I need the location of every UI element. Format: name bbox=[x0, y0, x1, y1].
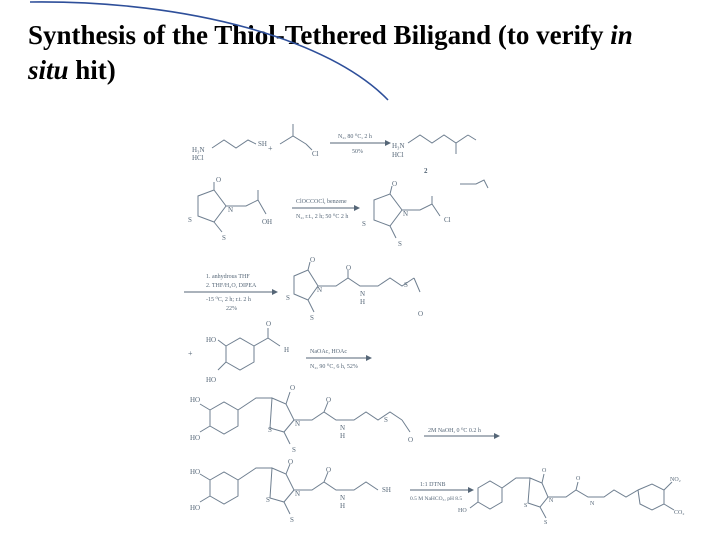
step3-product-nh-h: H bbox=[360, 298, 366, 306]
step1-plus-sign: + bbox=[268, 144, 273, 153]
step3-condition-1: 1. anhydrous THF bbox=[206, 274, 250, 280]
step2-reactant-n: N bbox=[228, 206, 234, 214]
step2-reactant-s2: S bbox=[222, 234, 226, 242]
step3-product-s2: S bbox=[404, 281, 408, 289]
step3-product-o3: O bbox=[418, 310, 424, 318]
step1-reactant1-hcl: HCl bbox=[192, 154, 204, 162]
step2-conditions-above: ClOCCOCl, benzene bbox=[296, 199, 347, 205]
step1-reactant2-cl: Cl bbox=[312, 150, 319, 158]
step5-product-s: S bbox=[268, 426, 272, 434]
step1-conditions-above: N₂, 80 ⁰C, 2 h bbox=[338, 134, 372, 140]
step4-aldehyde-ho2: HO bbox=[206, 376, 217, 384]
step5-product-ho2: HO bbox=[190, 434, 201, 442]
scheme-step-4 bbox=[188, 320, 372, 384]
scheme-step-3 bbox=[184, 256, 423, 322]
step2-reactant-s: S bbox=[188, 216, 192, 224]
step5-product-o3: O bbox=[408, 436, 414, 444]
step3-product-s: S bbox=[286, 294, 290, 302]
step5-product-n: N bbox=[295, 420, 301, 428]
step3-condition-3: -15 ⁰C, 2 h; r.t. 2 h bbox=[206, 297, 251, 303]
step6-product-sh: SH bbox=[382, 486, 391, 494]
step2-reactant-o: O bbox=[216, 176, 222, 184]
step3-product-n: N bbox=[317, 286, 323, 294]
step6-product-s2: S bbox=[290, 516, 294, 524]
title-text-part1: Synthesis of the Thiol-Tethered Biligand (to verify bbox=[28, 20, 611, 50]
step6-final-n: N bbox=[549, 498, 554, 504]
step2-product-s2: S bbox=[398, 240, 402, 248]
step5-product-o: O bbox=[290, 384, 296, 392]
step2-product-cl: Cl bbox=[444, 216, 451, 224]
step3-product-o: O bbox=[310, 256, 316, 264]
step1-conditions-below: 50% bbox=[352, 149, 363, 155]
step6-product-nh-n: N bbox=[340, 494, 346, 502]
step1-product-number: 2 bbox=[424, 167, 428, 175]
step6-conditions-above: 1:1 DTNB bbox=[420, 482, 446, 488]
title-text-italic: in situ bbox=[28, 20, 633, 85]
step2-product-s: S bbox=[362, 220, 366, 228]
step4-conditions-above: NaOAc, HOAc bbox=[310, 349, 347, 355]
step1-product-amine: H₃N bbox=[392, 142, 405, 150]
step4-plus-sign: + bbox=[188, 349, 193, 358]
step5-product-nh-h: H bbox=[340, 432, 346, 440]
step3-product-nh-n: N bbox=[360, 290, 366, 298]
scheme-step-6 bbox=[190, 458, 684, 526]
step5-product-s3: S bbox=[292, 446, 296, 454]
step5-product-o2: O bbox=[326, 396, 332, 404]
step6-product-n: N bbox=[295, 490, 301, 498]
step6-product-s: S bbox=[266, 496, 270, 504]
step5-product-nh-n: N bbox=[340, 424, 346, 432]
step2-product-n: N bbox=[403, 210, 409, 218]
step5-conditions: 2M NaOH, 0 ⁰C 0.2 h bbox=[428, 428, 481, 434]
step6-product-ho2: HO bbox=[190, 504, 201, 512]
step4-conditions-below: N₂, 90 ⁰C, 6 h, 52% bbox=[310, 364, 358, 370]
step3-product-s3: S bbox=[310, 314, 314, 322]
step6-final-o2: O bbox=[576, 476, 581, 482]
step6-final-ho: HO bbox=[458, 508, 467, 514]
step2-reactant-oh: OH bbox=[262, 218, 273, 226]
step3-yield: 22% bbox=[226, 306, 237, 312]
step4-aldehyde-ho: HO bbox=[206, 336, 217, 344]
step3-product-o2: O bbox=[346, 264, 352, 272]
step4-aldehyde-o: O bbox=[266, 320, 272, 328]
step6-final-n2: N bbox=[590, 501, 595, 507]
step1-product-hcl: HCl bbox=[392, 151, 404, 159]
step6-product-ho: HO bbox=[190, 468, 201, 476]
scheme-step-1 bbox=[192, 124, 488, 188]
step6-final-no2: NO₂ bbox=[670, 477, 681, 483]
step6-product-o: O bbox=[288, 458, 294, 466]
step4-aldehyde-h: H bbox=[284, 346, 290, 354]
step6-product-nh-h: H bbox=[340, 502, 346, 510]
step6-final-o: O bbox=[542, 468, 547, 474]
scheme-step-5 bbox=[190, 384, 500, 454]
step2-product-o: O bbox=[392, 180, 398, 188]
step2-conditions-below: N₂, r.t., 2 h; 50 ⁰C 2 h bbox=[296, 214, 349, 220]
step3-condition-2: 2. THF/H₂O, DIPEA bbox=[206, 283, 257, 289]
decorative-swoosh bbox=[30, 2, 388, 100]
title-text-part2: hit) bbox=[68, 55, 116, 85]
scheme-step-2 bbox=[188, 176, 451, 248]
step6-final-s2: S bbox=[544, 520, 548, 526]
step5-product-ho: HO bbox=[190, 396, 201, 404]
step6-final-s: S bbox=[524, 503, 528, 509]
step5-product-s2: S bbox=[384, 416, 388, 424]
step1-reactant1-sh: SH bbox=[258, 140, 267, 148]
step1-reactant1-amine: H₃N bbox=[192, 146, 205, 154]
step6-conditions-below: 0.5 M NaHCO₃, pH 8.5 bbox=[410, 496, 463, 502]
step6-final-co2: CO₂ bbox=[674, 510, 685, 516]
step6-product-o2: O bbox=[326, 466, 332, 474]
